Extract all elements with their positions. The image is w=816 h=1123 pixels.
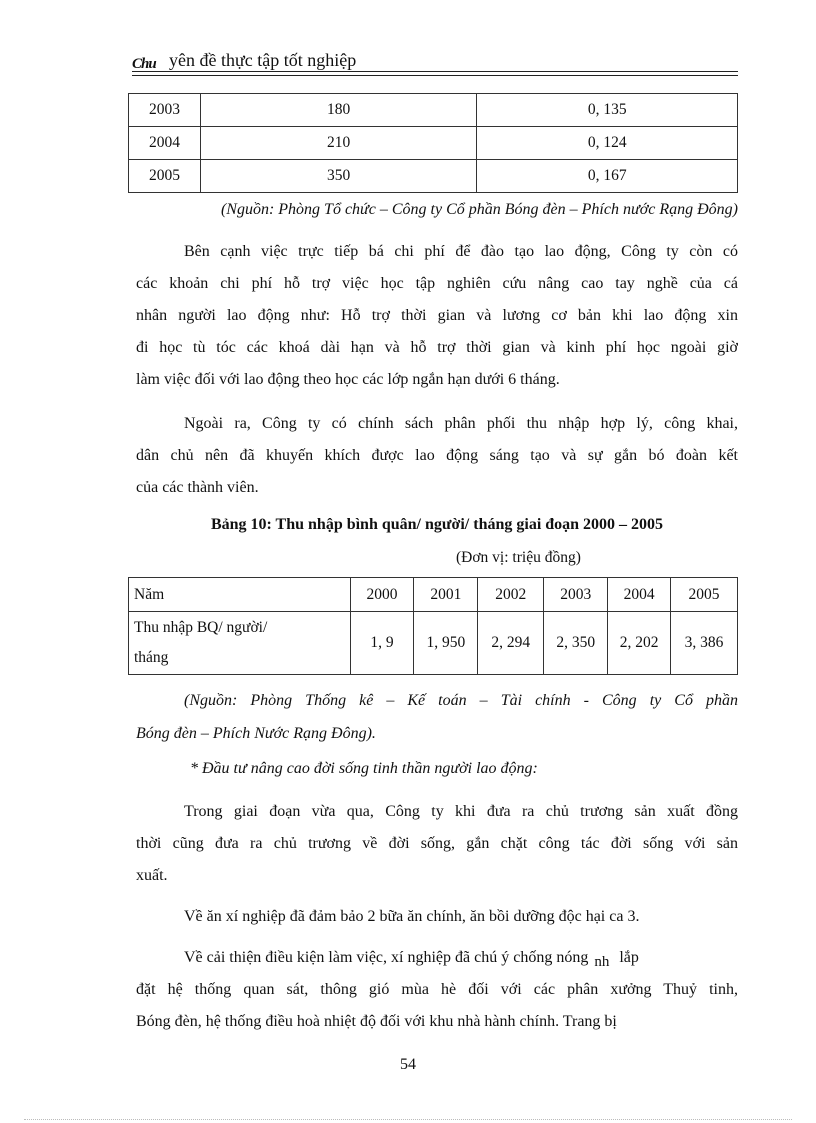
- year-header: 2002: [478, 578, 544, 612]
- paragraph-training-support: [136, 236, 738, 396]
- table-cell: 0, 167: [477, 160, 738, 193]
- text-line: của các thành viên.: [136, 479, 259, 496]
- income-value: 2, 202: [608, 612, 671, 675]
- table-cell: 0, 135: [477, 94, 738, 127]
- table2-caption: Bảng 10: Thu nhập bình quân/ người/ tháng giai đoạn 2000 – 2005: [210, 516, 664, 533]
- text-line: đặt hệ thống quan sát, thông gió mùa hè đối với các phân xưởng Thuỷ tinh,: [136, 981, 738, 998]
- table-cell: 2004: [129, 127, 201, 160]
- year-header: 2004: [608, 578, 671, 612]
- paragraph-meals: [136, 901, 738, 933]
- text-line: Về ăn xí nghiệp đã đảm bảo 2 bữa ăn chính, ăn bồi dưỡng độc hại ca 3.: [184, 908, 640, 925]
- text-line: (Nguồn: Phòng Thống kê – Kế toán – Tài chính - Công ty Cổ phần: [184, 692, 738, 709]
- header-logo: Chu: [132, 56, 156, 72]
- income-value: 1, 9: [350, 612, 414, 675]
- table-row: [129, 127, 738, 160]
- year-header: 2000: [350, 578, 414, 612]
- text-line: xuất.: [136, 867, 168, 884]
- table-row: [129, 94, 738, 127]
- text-line: thời cũng đưa ra chủ trương về đời sống, gắn chặt công tác đời sống với sản: [136, 835, 738, 852]
- text-line: Bóng đèn – Phích Nước Rạng Đông).: [136, 725, 376, 742]
- table2-unit: (Đơn vị: triệu đồng): [456, 549, 581, 566]
- text-line: Bóng đèn, hệ thống điều hoà nhiệt độ đối với khu nhà hành chính. Trang bị: [136, 1013, 617, 1030]
- text-fragment: lắp: [619, 949, 639, 966]
- text-line: [136, 942, 738, 974]
- year-header: 2001: [414, 578, 478, 612]
- staff-training-table: [128, 93, 738, 193]
- page-bottom-border: [24, 1119, 792, 1120]
- table-row: [129, 612, 738, 675]
- income-value: 3, 386: [671, 612, 738, 675]
- table-cell: 0, 124: [477, 127, 738, 160]
- table-row: [129, 160, 738, 193]
- row-label: [129, 612, 351, 675]
- paragraph-living-policy: [136, 796, 738, 892]
- text-line: Ngoài ra, Công ty có chính sách phân phối thu nhập hợp lý, công khai,: [184, 415, 738, 432]
- text-line: Trong giai đoạn vừa qua, Công ty khi đưa ra chủ trương sản xuất đồng: [184, 803, 738, 820]
- table-cell: 180: [200, 94, 477, 127]
- header-rule: [132, 71, 738, 72]
- table-header-row: [129, 578, 738, 612]
- text-line: dân chủ nên đã khuyến khích được lao động sáng tạo và sự gắn bó đoàn kết: [136, 447, 738, 464]
- page-header: [132, 50, 738, 76]
- subscript-fragment: nh: [594, 954, 610, 970]
- header-title: yên đề thực tập tốt nghiệp: [169, 50, 357, 70]
- income-value: 2, 294: [478, 612, 544, 675]
- table-cell: 2005: [129, 160, 201, 193]
- income-value: 1, 950: [414, 612, 478, 675]
- table-cell: 210: [200, 127, 477, 160]
- income-value: 2, 350: [544, 612, 608, 675]
- row-label-line: Thu nhập BQ/ người/: [134, 619, 268, 636]
- table-header-cell: Năm: [129, 578, 351, 612]
- text-line: nhân người lao động như: Hỗ trợ thời gian và lương cơ bản khi lao động xin: [136, 307, 738, 324]
- text-line: các khoản chi phí hỗ trợ việc học tập nghiên cứu nâng cao tay nghề của cá: [136, 275, 738, 292]
- table-cell: 350: [200, 160, 477, 193]
- text-line: đi học tù tóc các khoá dài hạn và hỗ trợ thời gian và kinh phí học ngoài giờ: [136, 339, 738, 356]
- table-cell: 2003: [129, 94, 201, 127]
- paragraph-working-conditions: [136, 942, 738, 1038]
- header-rule: [132, 75, 738, 76]
- year-header: 2003: [544, 578, 608, 612]
- table1-source: (Nguồn: Phòng Tổ chức – Công ty Cổ phần Bóng đèn – Phích nước Rạng Đông): [220, 201, 738, 218]
- text-fragment: Về cải thiện điều kiện làm việc, xí nghiệp đã chú ý chống nóng: [184, 949, 589, 966]
- text-line: Bên cạnh việc trực tiếp bá chi phí để đào tạo lao động, Công ty còn có: [184, 243, 738, 260]
- section-note: * Đầu tư nâng cao đời sống tinh thần người lao động:: [190, 760, 538, 777]
- income-table: [128, 577, 738, 675]
- page-number: 54: [400, 1056, 416, 1073]
- table2-source: [136, 684, 738, 750]
- text-line: làm việc đối với lao động theo học các lớp ngắn hạn dưới 6 tháng.: [136, 371, 560, 388]
- row-label-line: tháng: [134, 649, 169, 666]
- year-header: 2005: [671, 578, 738, 612]
- paragraph-income-policy: [136, 408, 738, 504]
